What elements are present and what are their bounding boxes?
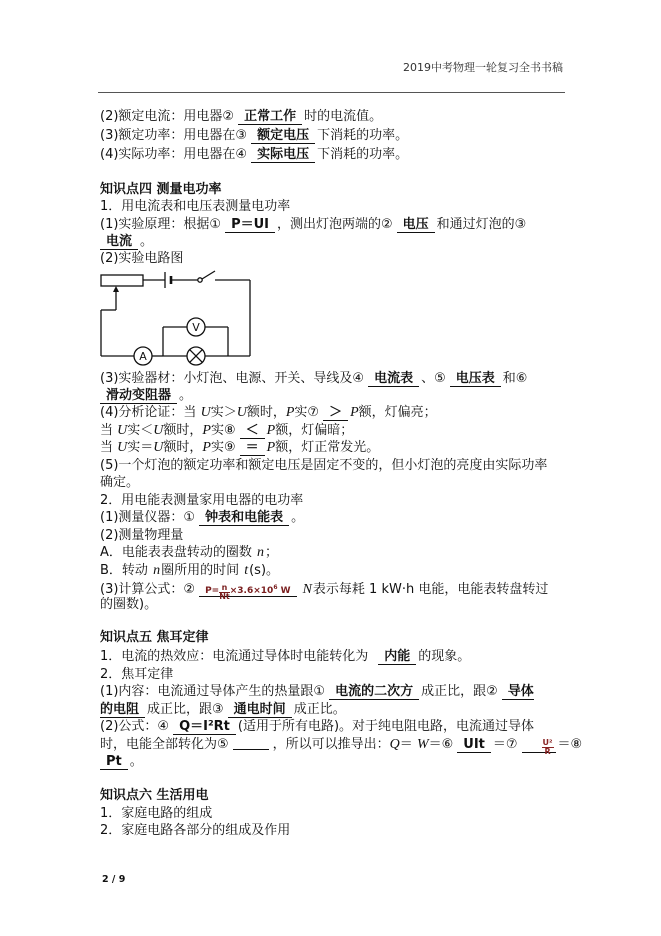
line-text: 成正比，跟③ [147,702,224,717]
answer-blank-empty [233,736,269,750]
answer-blank: ＞ [323,405,348,421]
answer-fraction [522,737,556,756]
line-text: 实＜ [127,423,154,438]
fraction [542,739,554,756]
line-text: (3)实验器材：小灯泡、电源、开关、导线及④ [100,371,365,386]
answer-blank: UIt [457,737,491,753]
actual-power-line [100,146,408,164]
line-text: 额时， [163,440,203,455]
symbol-w: W [416,737,429,752]
line-text: 成正比，跟② [421,684,498,699]
line-text: 当 [100,440,118,455]
calc-formula-line-2: 的圈数)。 [100,597,158,612]
answer-blank: 电流表 [368,371,419,387]
calc-formula-line-1 [100,579,549,601]
symbol-p: P [266,440,276,455]
analysis-line-2 [100,422,353,440]
instrument-line [100,509,304,527]
answer-blank: 实际电压 [251,147,315,163]
line-text: ＝⑥ [428,737,454,752]
joule-content-line-2 [100,701,346,719]
line-text: 圈所用的时间 [161,563,244,578]
section-heading-6: 知识点六 生活用电 [100,788,209,803]
heat-effect-line [100,648,470,666]
symbol-n: n [257,545,265,560]
line-text: 实⑦ [294,405,320,420]
answer-blank: 电流 [100,234,138,250]
line-text: 。 [129,754,143,769]
line-text: (3)计算公式：② [100,582,196,597]
line-text: (3)额定功率：用电器在③ [100,128,248,143]
equipment-line-2 [100,387,192,405]
principle-line-2 [100,233,153,251]
quantity-b-line [100,562,279,580]
line-text: 额时， [246,405,286,420]
line-text: (适用于所有电路)。对于纯电阻电路，电流通过导体 [237,719,535,734]
line-text: 和⑥ [502,371,528,386]
line-text: A．电能表表盘转动的圈数 [100,545,257,560]
line-text: 下消耗的功率。 [317,147,409,162]
line-text: 。 [179,388,193,403]
line-text: (4)实际功率：用电器在④ [100,147,248,162]
symbol-p: P [266,423,276,438]
line-text: (1)内容：电流通过导体产生的热量跟① [100,684,326,699]
rated-current-line [100,108,382,126]
formula-multiplier: ×3.6×10 [229,586,274,596]
line-text: 表示每耗 1 kW·h 电能，电能表转盘转过 [312,582,549,597]
header-divider [98,92,565,93]
circuit-title: (2)实验电路图 [100,251,184,266]
answer-blank: 电压 [397,217,435,233]
answer-blank: 滑动变阻器 [100,388,177,404]
line-text: (4)分析论证：当 [100,405,201,420]
line-text: 。 [140,234,154,249]
joule-formula-line-2 [100,736,582,754]
rheostat-slider-arrow [113,286,119,292]
symbol-t: t [244,563,249,578]
line-text: 额时， [163,423,203,438]
line-text: 额，灯偏亮； [358,405,437,420]
answer-blank: Q＝I²Rt [173,719,236,735]
line-text: ＝⑧ [557,737,583,752]
line-text: 和通过灯泡的③ [436,217,527,232]
joule-formula-line-1 [100,718,534,736]
line-text: (1)实验原理：根据① [100,217,222,232]
line-text: 额，灯偏暗； [275,423,354,438]
s5-item-2: 2．焦耳定律 [100,667,174,682]
rheostat-symbol [101,275,143,286]
analysis-line-1 [100,404,437,422]
formula-fraction [219,584,230,601]
line-text: ＝ [399,737,417,752]
line-text: B．转动 [100,563,153,578]
answer-blank: ＜ [240,423,265,439]
symbol-p: P [202,423,211,438]
symbol-n-capital: N [302,582,312,597]
answer-blank: 电压表 [450,371,501,387]
line-text: 下消耗的功率。 [317,128,409,143]
answer-blank: 额定电压 [251,128,315,144]
line-text: ，测出灯泡两端的② [277,217,393,232]
line-text: 。 [291,510,305,525]
symbol-u: U [200,405,211,420]
line-text: (2)公式：④ [100,719,170,734]
s6-item-1: 1．家庭电路的组成 [100,806,213,821]
quantity-a-line [100,544,278,562]
joule-formula-line-3 [100,753,143,771]
formula-unit: W [277,586,291,596]
answer-blank: 导体 [502,684,534,700]
line-text: 的现象。 [418,649,471,664]
line-text: 额，灯正常发光。 [275,440,380,455]
s6-item-2: 2．家庭电路各部分的组成及作用 [100,823,291,838]
section-heading-5: 知识点五 焦耳定律 [100,630,209,645]
symbol-u: U [236,405,247,420]
answer-blank: 钟表和电能表 [199,510,289,526]
symbol-p: P [350,405,359,420]
line-text: ，所以可以推导出： [272,737,390,752]
line-text: ＝⑦ [492,737,518,752]
voltmeter-label: V [192,321,200,334]
answer-blank: 内能 [378,649,416,665]
symbol-q: Q [389,737,400,752]
power-formula-answer [199,583,296,601]
principle-line-1 [100,216,526,234]
formula-p: P= [205,586,220,596]
note-5-line-1: (5)一个灯泡的额定功率和额定电压是固定不变的，但小灯泡的亮度由实际功率 [100,458,548,473]
analysis-line-3 [100,439,379,457]
symbol-u: U [153,423,164,438]
fraction-denominator: R [544,747,551,756]
answer-blank: 的电阻 [100,702,145,718]
symbol-p: P [285,405,295,420]
line-text: 成正比。 [293,702,346,717]
running-header: 2019中考物理一轮复习全书书稿 [403,61,563,74]
s4-item-2: 2．用电能表测量家用电器的电功率 [100,493,304,508]
circuit-diagram [95,262,260,372]
symbol-u: U [153,440,164,455]
answer-blank: P＝UI [225,217,275,233]
answer-blank: 正常工作 [238,109,302,125]
formula-exponent: 6 [273,584,278,591]
symbol-n: n [153,563,161,578]
line-text: 时，电能全部转化为⑤ [100,737,229,752]
symbol-u: U [117,440,128,455]
line-text: ； [265,545,279,560]
line-text: 当 [100,423,118,438]
answer-blank: Pt [100,754,128,770]
page-number: 2 / 9 [102,874,126,885]
line-text: 时的电流值。 [304,109,383,124]
line-text: 、⑤ [421,371,446,386]
switch-contact [198,278,202,282]
rated-power-line [100,127,408,145]
fraction-numerator: U² [542,738,553,747]
line-text: 实⑨ [210,440,236,455]
answer-blank: ＝ [240,440,265,456]
line-text: 实＞ [210,405,237,420]
fraction-numerator: n [219,584,230,593]
line-text: 1．电流的热效应：电流通过导体时电能转化为 [100,649,369,664]
line-text: (2)额定电流：用电器② [100,109,235,124]
switch-lever [202,271,215,279]
symbol-u: U [117,423,128,438]
line-text: 实＝ [127,440,154,455]
fraction-denominator: Nt [219,592,230,601]
note-5-line-2: 确定。 [100,475,140,490]
symbol-p: P [202,440,211,455]
quantities-line: (2)测量物理量 [100,528,184,543]
ammeter-label: A [139,350,147,363]
line-text: (1)测量仪器：① [100,510,196,525]
s4-item-1: 1．用电流表和电压表测量电功率 [100,199,291,214]
joule-content-line-1 [100,683,536,701]
line-text: (s)。 [249,563,280,578]
section-heading-4: 知识点四 测量电功率 [100,182,222,197]
answer-blank: 通电时间 [228,702,292,718]
answer-blank: 电流的二次方 [329,684,419,700]
equipment-line-1 [100,370,527,388]
line-text: 实⑧ [210,423,236,438]
